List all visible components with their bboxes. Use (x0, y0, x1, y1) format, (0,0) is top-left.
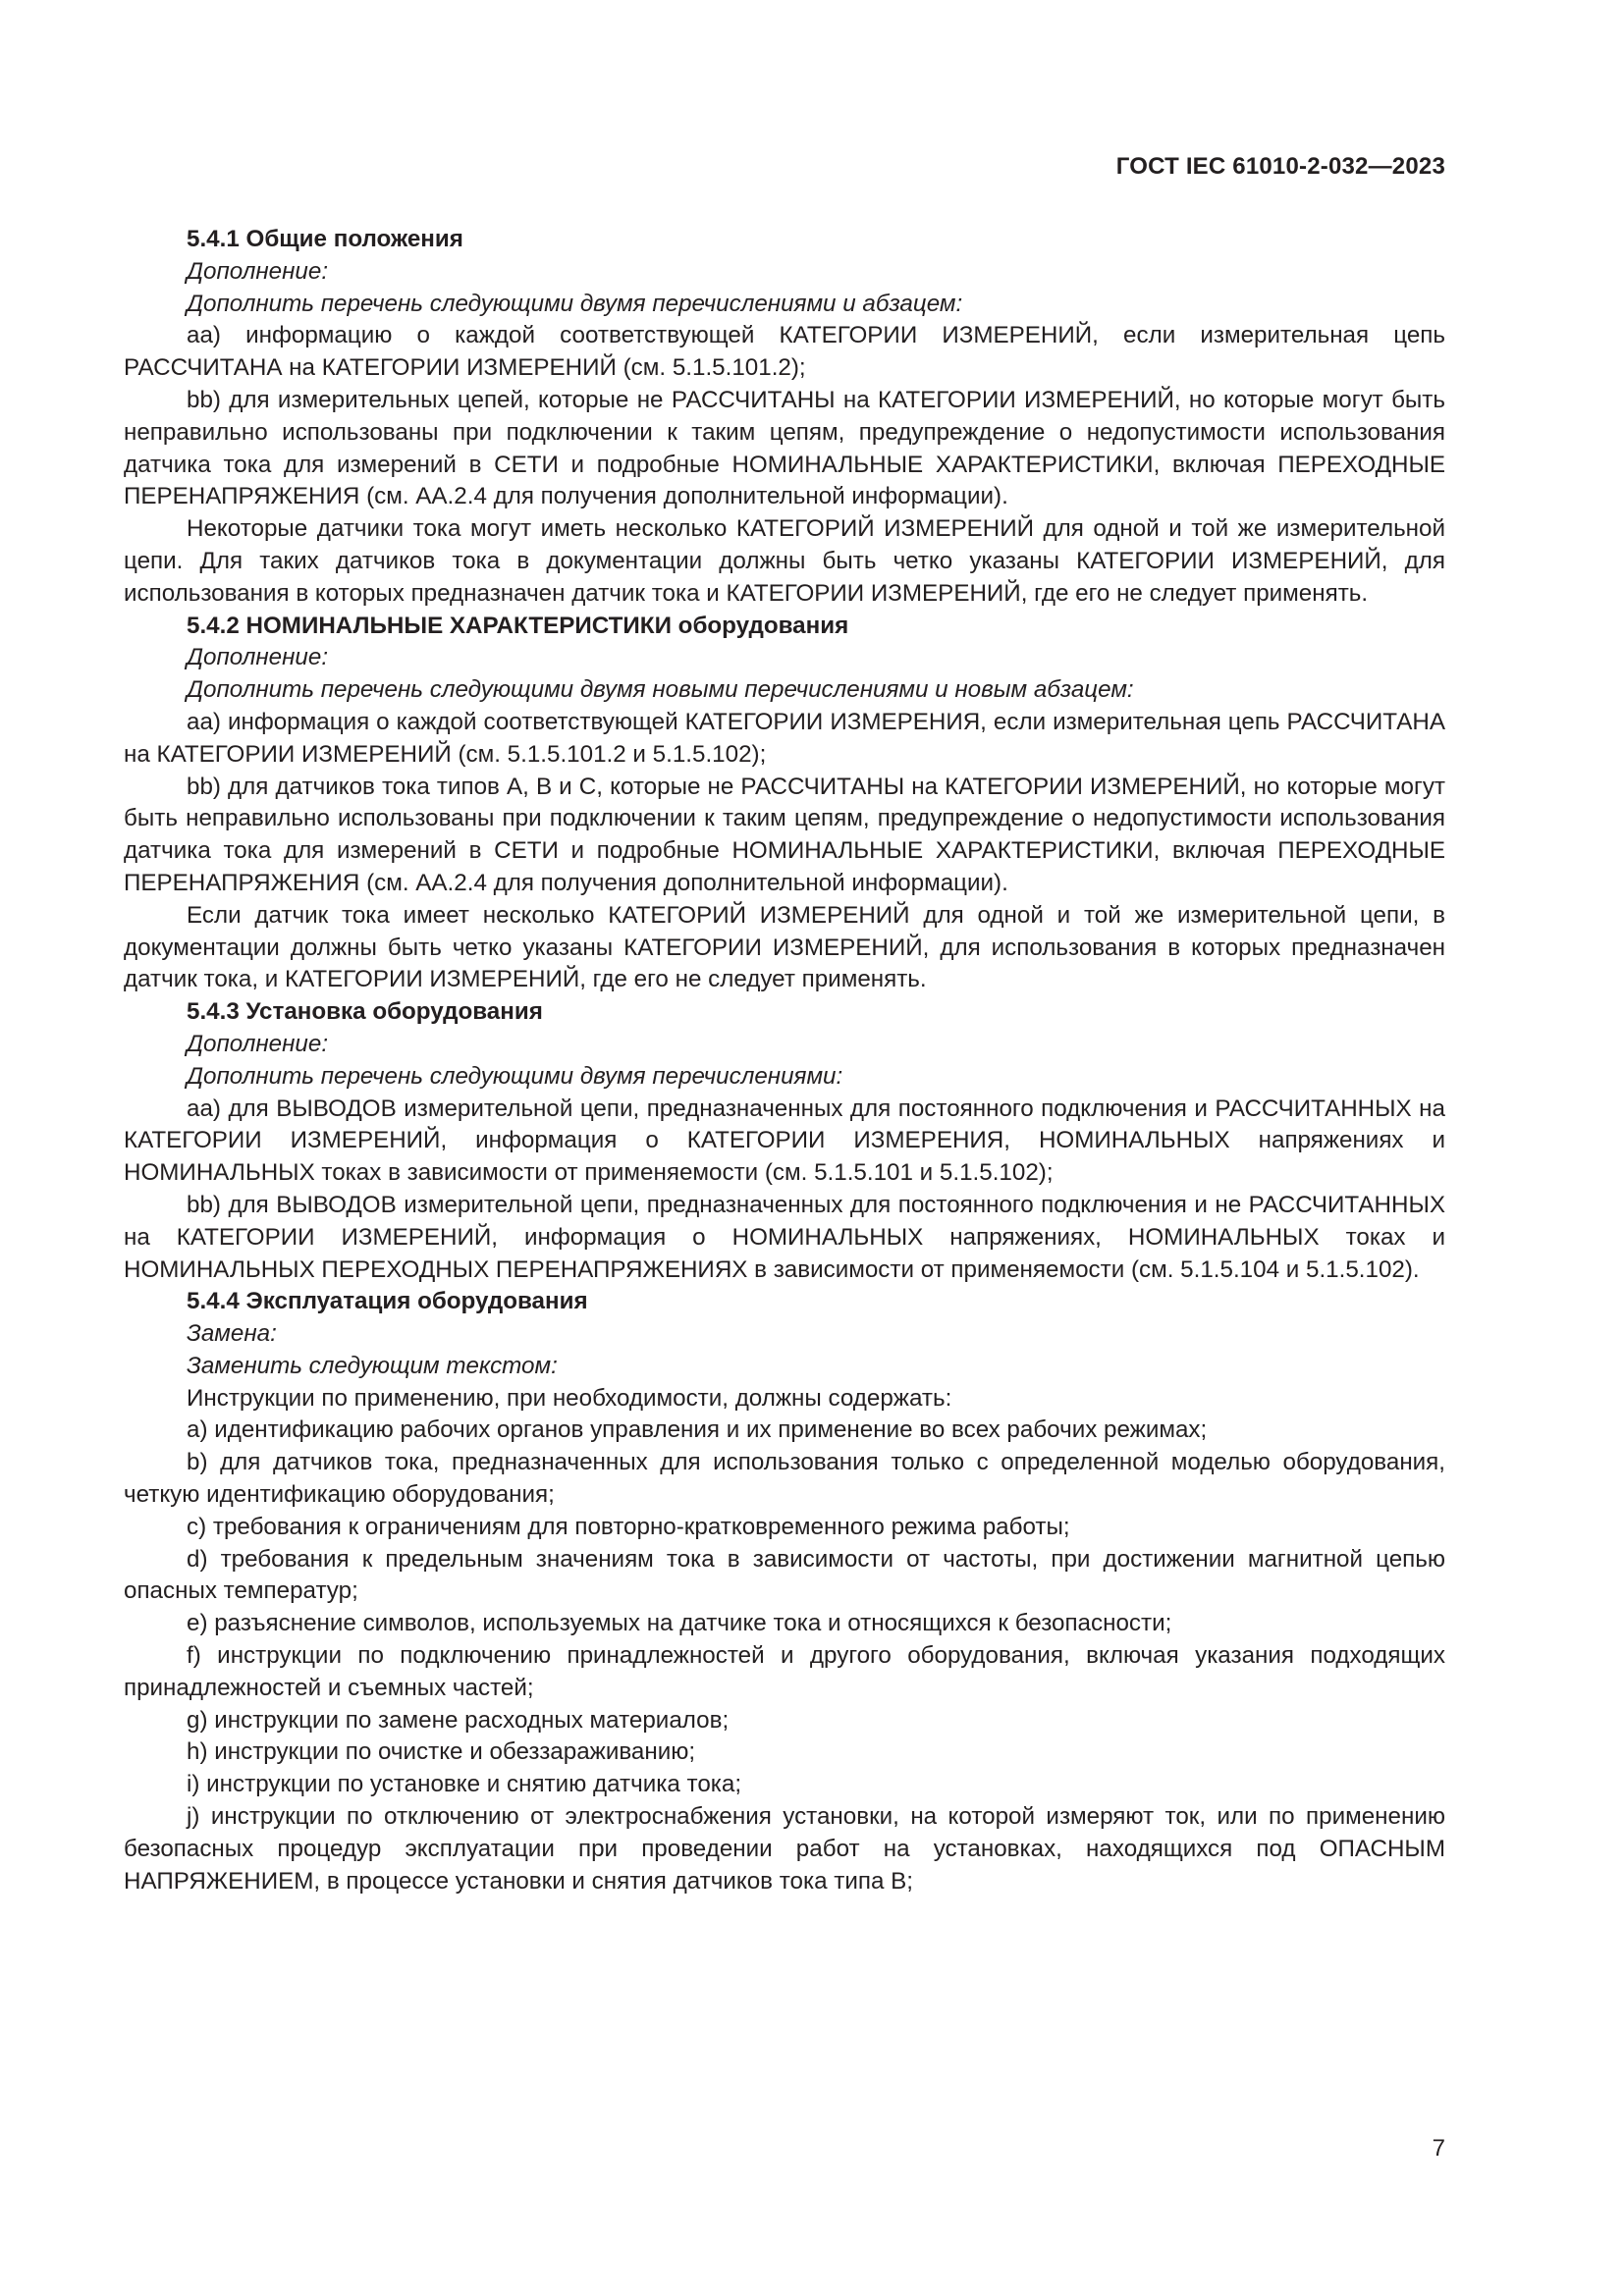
amendment-instruction: Дополнить перечень следующими двумя перечислениями: (187, 1062, 843, 1090)
list-item-g: g) инструкции по замене расходных материалов; (187, 1706, 730, 1734)
amendment-label: Дополнение: (187, 1030, 329, 1057)
document-body (124, 224, 1445, 1897)
list-item-a: а) идентификацию рабочих органов управления и их применение во всех рабочих режимах; (187, 1416, 1208, 1444)
list-item-d: d) требования к предельным значениям тока в зависимости от частоты, при достижении магнитной цепью опасных температур; (124, 1545, 1445, 1605)
replacement-instruction: Заменить следующим текстом: (187, 1352, 558, 1379)
amendment-instruction: Дополнить перечень следующими двумя перечислениями и абзацем: (187, 290, 963, 317)
section-heading-5-4-4: 5.4.4 Эксплуатация оборудования (187, 1288, 588, 1315)
page-number: 7 (1432, 2135, 1445, 2162)
list-item-b: b) для датчиков тока, предназначенных для использования только с определенной моделью оборудования, четкую идентификацию оборудования; (124, 1449, 1445, 1509)
list-item-bb: bb) для ВЫВОДОВ измерительной цепи, предназначенных для постоянного подключения и не РАССЧИТАННЫХ на КАТЕГОРИИ ИЗМЕРЕНИЙ, информация о НОМИНАЛЬНЫХ напряжениях, НОМИНАЛЬНЫХ токах и НОМИНАЛЬНЫХ ПЕРЕХОДНЫХ ПЕРЕНАПРЯЖЕНИЯХ в зависимости от применяемости (см. 5.1.5.104 и 5.1.5.102). (124, 1191, 1445, 1283)
section-heading-5-4-1: 5.4.1 Общие положения (187, 226, 463, 252)
list-item-h: h) инструкции по очистке и обеззараживанию; (187, 1738, 696, 1766)
list-item-aa: аа) информация о каждой соответствующей КАТЕГОРИИ ИЗМЕРЕНИЯ, если измерительная цепь РАССЧИТАНА на КАТЕГОРИИ ИЗМЕРЕНИЙ (см. 5.1.5.101.2 и 5.1.5.102); (124, 708, 1445, 768)
document-header-id: ГОСТ IEC 61010-2-032—2023 (1115, 153, 1445, 180)
section-heading-5-4-3: 5.4.3 Установка оборудования (187, 998, 543, 1026)
list-item-c: с) требования к ограничениям для повторно-кратковременного режима работы; (187, 1513, 1070, 1540)
body-paragraph: Некоторые датчики тока могут иметь несколько КАТЕГОРИЙ ИЗМЕРЕНИЙ для одной и той же измерительной цепи. Для таких датчиков тока в документации должны быть четко указаны КАТЕГОРИИ ИЗМЕРЕНИЙ, для использования в которых предназначен датчик тока и КАТЕГОРИИ ИЗМЕРЕНИЙ, где его не следует применять. (124, 515, 1445, 607)
amendment-instruction: Дополнить перечень следующими двумя новыми перечислениями и новым абзацем: (187, 676, 1134, 704)
list-item-f: f) инструкции по подключению принадлежностей и другого оборудования, включая указания подходящих принадлежностей и съемных частей; (124, 1642, 1445, 1701)
replacement-label: Замена: (187, 1320, 277, 1348)
list-item-e: е) разъяснение символов, используемых на датчике тока и относящихся к безопасности; (187, 1610, 1172, 1637)
list-item-aa: аа) информацию о каждой соответствующей КАТЕГОРИИ ИЗМЕРЕНИЙ, если измерительная цепь РАССЧИТАНА на КАТЕГОРИИ ИЗМЕРЕНИЙ (см. 5.1.5.101.2); (124, 322, 1445, 382)
section-heading-5-4-2: 5.4.2 НОМИНАЛЬНЫЕ ХАРАКТЕРИСТИКИ оборудования (187, 612, 849, 639)
body-paragraph: Если датчик тока имеет несколько КАТЕГОРИЙ ИЗМЕРЕНИЙ для одной и той же измерительной цепи, в документации должны быть четко указаны КАТЕГОРИИ ИЗМЕРЕНИЙ, для использования в которых предназначен датчик тока, и КАТЕГОРИИ ИЗМЕРЕНИЙ, где его не следует применять. (124, 901, 1445, 993)
list-item-aa: аа) для ВЫВОДОВ измерительной цепи, предназначенных для постоянного подключения и РАССЧИТАННЫХ на КАТЕГОРИИ ИЗМЕРЕНИЙ, информация о КАТЕГОРИИ ИЗМЕРЕНИЯ, НОМИНАЛЬНЫХ напряжениях и НОМИНАЛЬНЫХ токах в зависимости от применяемости (см. 5.1.5.101 и 5.1.5.102); (124, 1095, 1445, 1187)
amendment-label: Дополнение: (187, 257, 329, 285)
list-item-bb: bb) для датчиков тока типов А, В и С, которые не РАССЧИТАНЫ на КАТЕГОРИИ ИЗМЕРЕНИЙ, но которые могут быть неправильно использованы при подключении к таким цепям, предупреждение о недопустимости использования датчика тока для измерений в СЕТИ и подробные НОМИНАЛЬНЫЕ ХАРАКТЕРИСТИКИ, включая ПЕРЕХОДНЫЕ ПЕРЕНАПРЯЖЕНИЯ (см. АА.2.4 для получения дополнительной информации). (124, 773, 1445, 896)
list-item-j: j) инструкции по отключению от электроснабжения установки, на которой измеряют ток, или по применению безопасных процедур эксплуатации при проведении работ на установках, находящихся под ОПАСНЫМ НАПРЯЖЕНИЕМ, в процессе установки и снятия датчиков тока типа В; (124, 1803, 1445, 1895)
list-item-bb: bb) для измерительных цепей, которые не РАССЧИТАНЫ на КАТЕГОРИИ ИЗМЕРЕНИЙ, но которые могут быть неправильно использованы при подключении к таким цепям, предупреждение о недопустимости использования датчика тока для измерений в СЕТИ и подробные НОМИНАЛЬНЫЕ ХАРАКТЕРИСТИКИ, включая ПЕРЕХОДНЫЕ ПЕРЕНАПРЯЖЕНИЯ (см. АА.2.4 для получения дополнительной информации). (124, 386, 1445, 510)
body-paragraph: Инструкции по применению, при необходимости, должны содержать: (187, 1384, 952, 1412)
list-item-i: i) инструкции по установке и снятию датчика тока; (187, 1771, 742, 1798)
amendment-label: Дополнение: (187, 644, 329, 671)
